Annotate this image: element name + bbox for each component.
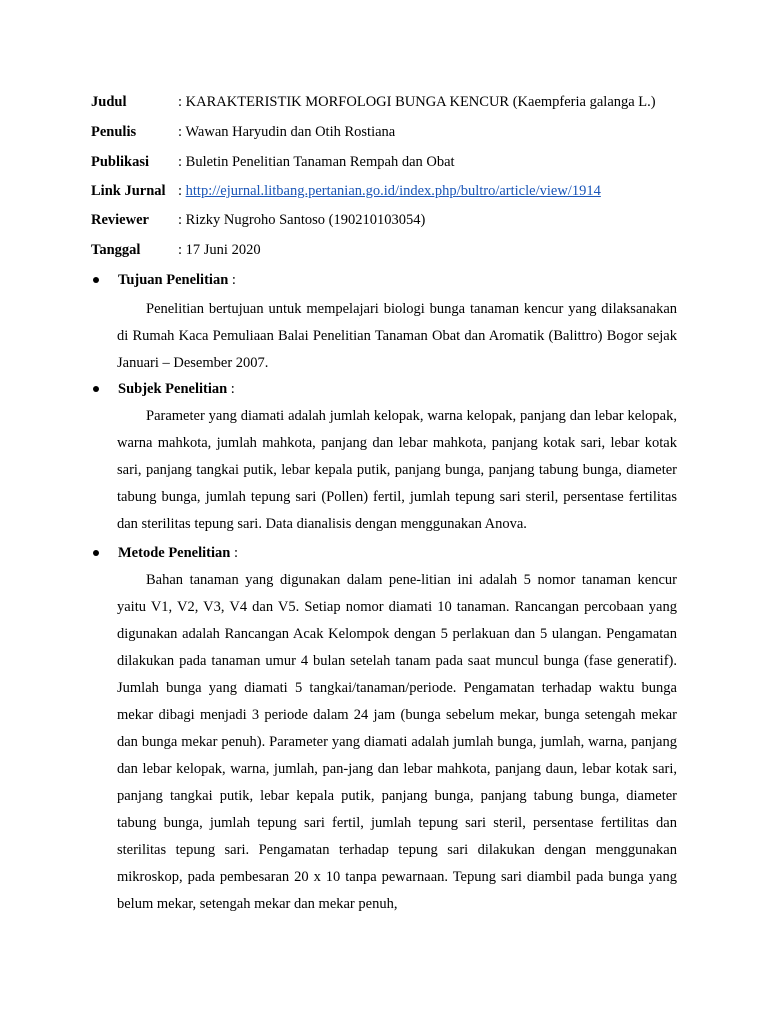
tujuan-paragraph: Penelitian bertujuan untuk mempelajari biologi bunga tanaman kencur yang dilaksanakan di Rumah Kaca Pemuliaan Balai Penelitian Tanaman Obat dan Aromatik (Balittro) Bogor sejak Januari – Desember 2007. xyxy=(117,301,677,371)
subjek-colon: : xyxy=(227,381,235,397)
tujuan-colon: : xyxy=(228,272,236,288)
tanggal-value: : 17 Juni 2020 xyxy=(178,242,261,258)
bullet-icon xyxy=(93,277,99,283)
tujuan-title: Tujuan Penelitian xyxy=(118,272,229,288)
penulis-value: : Wawan Haryudin dan Otih Rostiana xyxy=(178,124,396,140)
publikasi-value: : Buletin Penelitian Tanaman Rempah dan Obat xyxy=(178,154,455,170)
metode-title: Metode Penelitian xyxy=(118,545,231,561)
metode-paragraph: Bahan tanaman yang digunakan dalam pene-litian ini adalah 5 nomor tanaman kencur yaitu V1, V2, V3, V4 dan V5. Setiap nomor diamati 10 tanaman. Rancangan percobaan yang digunakan adalah Rancangan Acak Kelompok dengan 5 perlakuan dan 5 ulangan. Pengamatan dilakukan pada tanaman umur 4 bulan setelah tanam pada saat muncul bunga (fase generatif). Jumlah bunga yang diamati 5 tangkai/tanaman/periode. Pengamatan terhadap waktu bunga mekar dibagi menjadi 3 periode dalam 24 jam (bunga sebelum mekar, bunga setengah mekar dan bunga mekar penuh). Parameter yang diamati adalah jumlah bunga, jumlah, warna, panjang dan lebar kelopak, warna, jumlah, pan-jang dan lebar mahkota, panjang daun, lebar kotak sari, panjang tangkai putik, lebar kepala putik, panjang bunga, panjang tabung bunga, diameter tabung bunga, jumlah tepung sari fertil, jumlah tepung sari steril, persentase fertilitas dan sterilitas tepung sari. Pengamatan terhadap tepung sari dilakukan dengan menggunakan mikroskop, pada pembesaran 20 x 10 tanpa pewarnaan. Tepung sari diambil pada bunga yang belum mekar, setengah mekar dan mekar penuh, xyxy=(117,572,677,912)
subjek-title: Subjek Penelitian xyxy=(118,381,228,397)
link-jurnal-colon: : xyxy=(178,183,186,199)
link-jurnal-label: Link Jurnal xyxy=(91,183,166,199)
judul-value: : KARAKTERISTIK MORFOLOGI BUNGA KENCUR (Kaempferia galanga L.) xyxy=(178,94,656,110)
bullet-icon xyxy=(93,550,99,556)
reviewer-label: Reviewer xyxy=(91,212,149,228)
journal-link[interactable]: http://ejurnal.litbang.pertanian.go.id/index.php/bultro/article/view/1914 xyxy=(185,183,601,199)
link-jurnal-value xyxy=(178,180,601,202)
subjek-paragraph: Parameter yang diamati adalah jumlah kelopak, warna kelopak, panjang dan lebar kelopak, warna mahkota, jumlah mahkota, panjang dan lebar mahkota, panjang kotak sari, lebar kotak sari, panjang tangkai putik, lebar kepala putik, panjang bunga, panjang tabung bunga, diameter tabung bunga, jumlah tepung sari (Pollen) fertil, jumlah tepung sari steril, persentase fertilitas dan sterilitas tepung sari. Data dianalisis dengan menggunakan Anova. xyxy=(117,408,677,532)
tanggal-label: Tanggal xyxy=(91,242,141,258)
reviewer-value: : Rizky Nugroho Santoso (190210103054) xyxy=(178,212,426,228)
penulis-label: Penulis xyxy=(91,124,137,140)
publikasi-label: Publikasi xyxy=(91,154,150,170)
judul-label: Judul xyxy=(91,94,127,110)
bullet-icon xyxy=(93,386,99,392)
metode-colon: : xyxy=(230,545,239,561)
